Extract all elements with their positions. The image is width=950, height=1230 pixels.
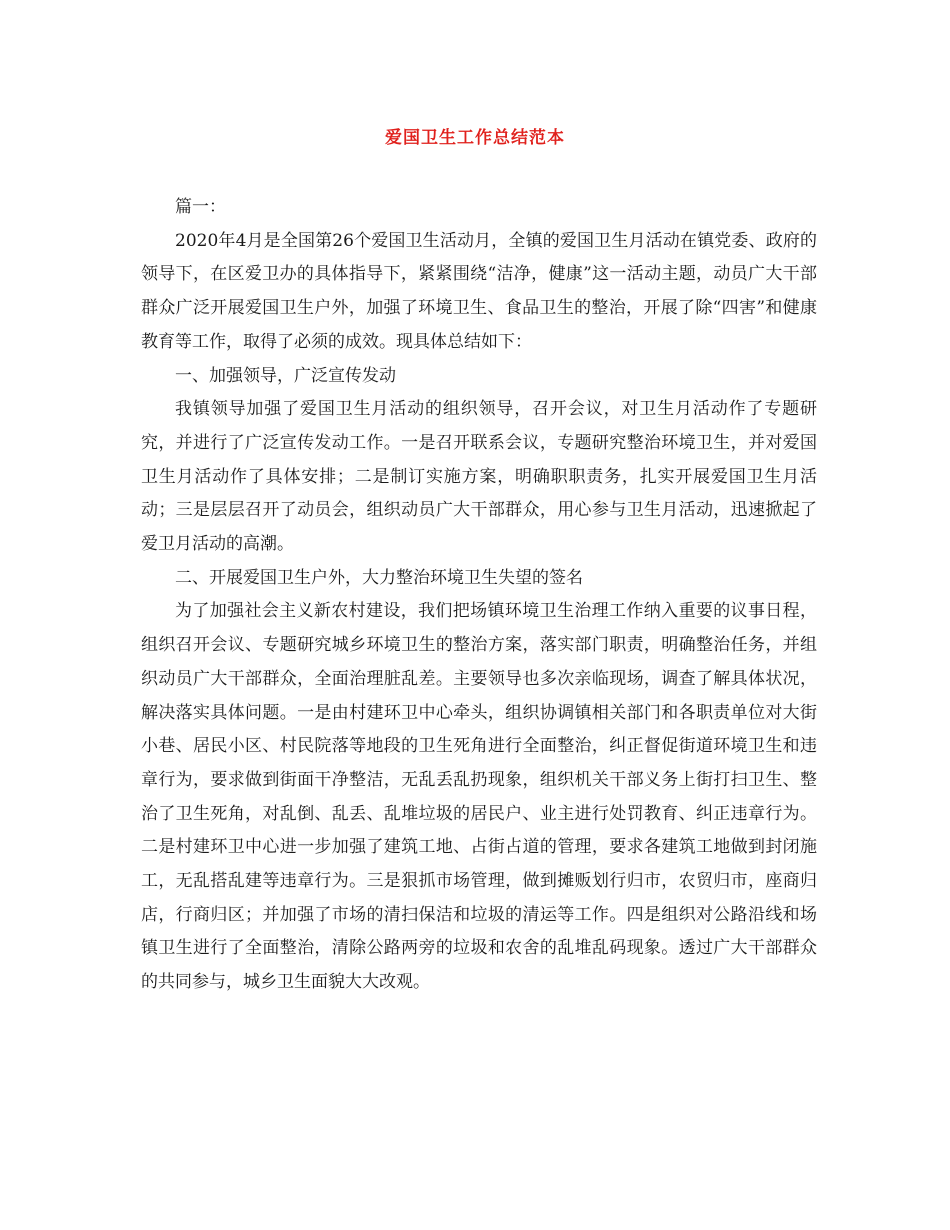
section-heading-2: 二、开展爱国卫生户外，大力整治环境卫生失望的签名 (175, 567, 583, 588)
page-title: 爱国卫生工作总结范本 (385, 128, 565, 148)
body-paragraph-2: 为了加强社会主义新农村建设，我们把场镇环境卫生治理工作纳入重要的议事日程，组织召开会议、专题研究城乡环境卫生的整治方案，落实部门职责，明确整治任务，并组织动员广大干部群众，全面治理脏乱差。主要领导也多次亲临现场，调查了解具体状况，解决落实具体问题。一是由村建环卫中心牵头，组织协调镇相关部门和各职责单位对大街小巷、居民小区、村民院落等地段的卫生死角进行全面整治，纠正督促街道环境卫生和违章行为，要求做到街面干净整洁，无乱丢乱扔现象，组织机关干部义务上街打扫卫生、整治了卫生死角，对乱倒、乱丢、乱堆垃圾的居民户、业主进行处罚教育、纠正违章行为。二是村建环卫中心进一步加强了建筑工地、占街占道的管理，要求各建筑工地做到封闭施工，无乱搭乱建等违章行为。三是狠抓市场管理，做到摊贩划行归市，农贸归市，座商归店，行商归区；并加强了市场的清扫保洁和垃圾的清运等工作。四是组织对公路沿线和场镇卫生进行了全面整治，清除公路两旁的垃圾和农舍的乱堆乱码现象。透过广大干部群众的共同参与，城乡卫生面貌大大改观。 (141, 601, 817, 993)
body-paragraph-1: 我镇领导加强了爱国卫生月活动的组织领导，召开会议，对卫生月活动作了专题研究，并进行了广泛宣传发动工作。一是召开联系会议，专题研究整治环境卫生，并对爱国卫生月活动作了具体安排；二是制订实施方案，明确职职责务，扎实开展爱国卫生月活动；三是层层召开了动员会，组织动员广大干部群众，用心参与卫生月活动，迅速掀起了爱卫月活动的高潮。 (141, 399, 817, 555)
document-body (141, 191, 817, 1000)
intro-paragraph: 2020年4月是全国第26个爱国卫生活动月，全镇的爱国卫生月活动在镇党委、政府的领导下，在区爱卫办的具体指导下，紧紧围绕“洁净，健康”这一活动主题，动员广大干部群众广泛开展爱国卫生户外，加强了环境卫生、食品卫生的整治，开展了除“四害”和健康教育等工作，取得了必须的成效。现具体总结如下： (141, 230, 817, 352)
section-label: 篇一： (175, 197, 226, 217)
section-heading-1: 一、加强领导，广泛宣传发动 (175, 365, 396, 386)
